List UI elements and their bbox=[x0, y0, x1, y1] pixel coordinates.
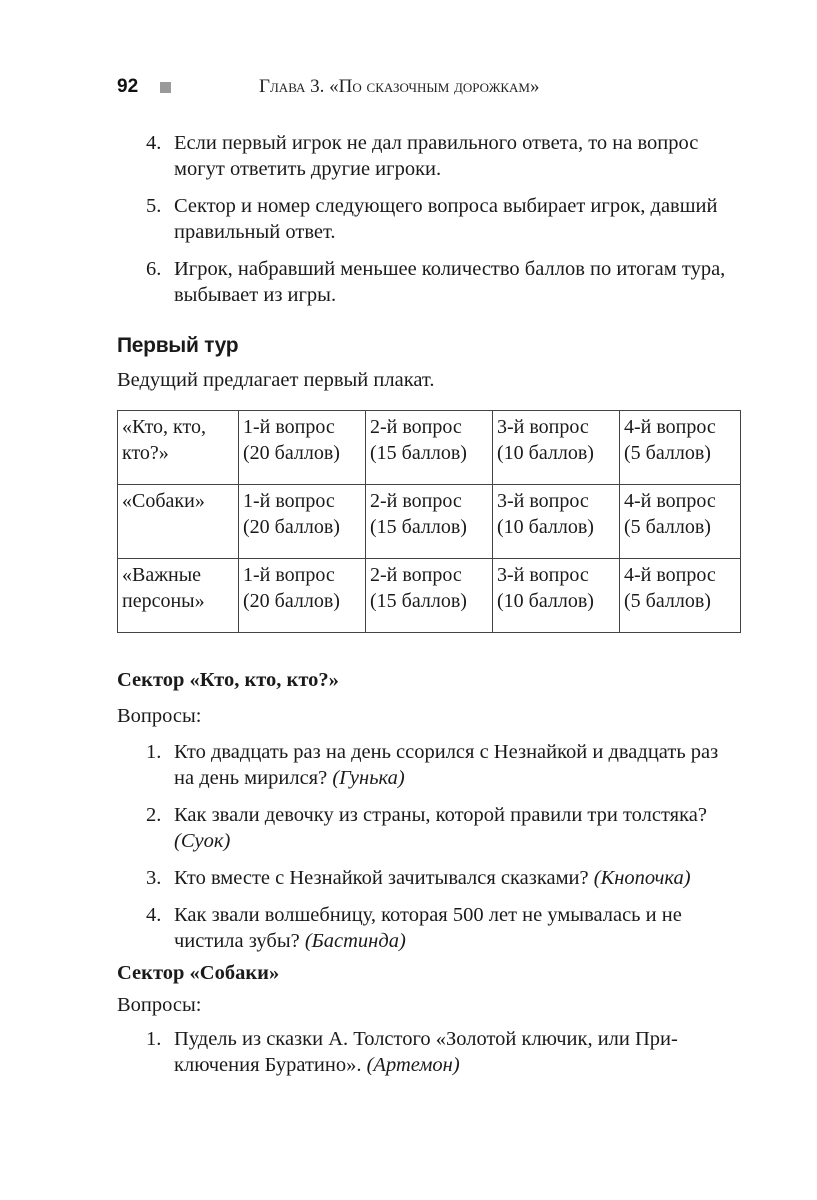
question-cell: 1-й вопрос (20 баллов) bbox=[239, 485, 366, 559]
answer: (Бастинда) bbox=[304, 930, 406, 952]
list-item: 2. Как звали девочку из страны, которой правили три толстяка? (Суок) bbox=[146, 804, 707, 852]
table-row bbox=[118, 559, 741, 633]
rules-list bbox=[117, 130, 739, 308]
question-cell: 1-й вопрос (20 баллов) bbox=[239, 559, 366, 633]
list-item: 6. Игрок, набравший меньшее количество баллов по итогам тура, выбывает из игры. bbox=[146, 258, 726, 306]
sector1-heading: Сектор «Кто, кто, кто?» bbox=[117, 669, 339, 691]
list-item: 4. Если первый игрок не дал правильного ответа, то на вопрос могут ответить другие игроки. bbox=[146, 132, 699, 180]
question-cell: 2-й вопрос (15 баллов) bbox=[366, 559, 493, 633]
sector2-questions bbox=[117, 1026, 739, 1078]
page-content bbox=[117, 130, 739, 1089]
question-cell: 2-й вопрос (15 баллов) bbox=[366, 411, 493, 485]
list-item: 1. Пудель из сказки А. Толстого «Золотой ключик, или Приключения Буратино». (Артемон) bbox=[146, 1028, 678, 1076]
answer: (Артемон) bbox=[366, 1054, 460, 1076]
list-item: 1. Кто двадцать раз на день ссорился с Незнайкой и двадцать раз на день мирился? (Гунька) bbox=[146, 741, 719, 789]
sector1-label: Вопросы: bbox=[117, 705, 202, 727]
answer: (Суок) bbox=[174, 830, 231, 852]
answer: (Кнопочка) bbox=[593, 867, 691, 889]
answer: (Гунька) bbox=[332, 767, 405, 789]
round-heading: Первый тур bbox=[117, 334, 239, 357]
question-cell: 1-й вопрос (20 баллов) bbox=[239, 411, 366, 485]
running-header bbox=[117, 76, 737, 104]
table-row bbox=[118, 485, 741, 559]
list-item: 3. Кто вместе с Незнайкой зачитывался сказками? (Кнопочка) bbox=[146, 867, 691, 889]
list-item: 4. Как звали волшебницу, которая 500 лет не умывалась и не чистила зубы? (Бастинда) bbox=[146, 904, 682, 952]
square-bullet-icon bbox=[160, 82, 171, 93]
table-row bbox=[118, 411, 741, 485]
sector1-questions bbox=[117, 739, 739, 954]
question-cell: 3-й вопрос (10 баллов) bbox=[493, 559, 620, 633]
sector2-heading: Сектор «Собаки» bbox=[117, 962, 280, 984]
sector2-label: Вопросы: bbox=[117, 994, 202, 1016]
question-cell: 3-й вопрос (10 баллов) bbox=[493, 485, 620, 559]
question-cell: 3-й вопрос (10 баллов) bbox=[493, 411, 620, 485]
question-cell: 2-й вопрос (15 баллов) bbox=[366, 485, 493, 559]
sector-cell: «Важные персоны» bbox=[118, 559, 239, 633]
page-number: 92 bbox=[117, 76, 139, 97]
sector-cell: «Кто, кто, кто?» bbox=[118, 411, 239, 485]
question-cell: 4-й вопрос (5 баллов) bbox=[620, 485, 741, 559]
round-intro: Ведущий предлагает первый плакат. bbox=[117, 369, 435, 391]
sector-cell: «Собаки» bbox=[118, 485, 239, 559]
poster-table bbox=[117, 410, 741, 633]
question-cell: 4-й вопрос (5 баллов) bbox=[620, 559, 741, 633]
question-cell: 4-й вопрос (5 баллов) bbox=[620, 411, 741, 485]
list-item: 5. Сектор и номер следующего вопроса выбирает игрок, давший правильный ответ. bbox=[146, 195, 718, 243]
running-title: Глава 3. «По сказочным дорожкам» bbox=[259, 76, 540, 97]
